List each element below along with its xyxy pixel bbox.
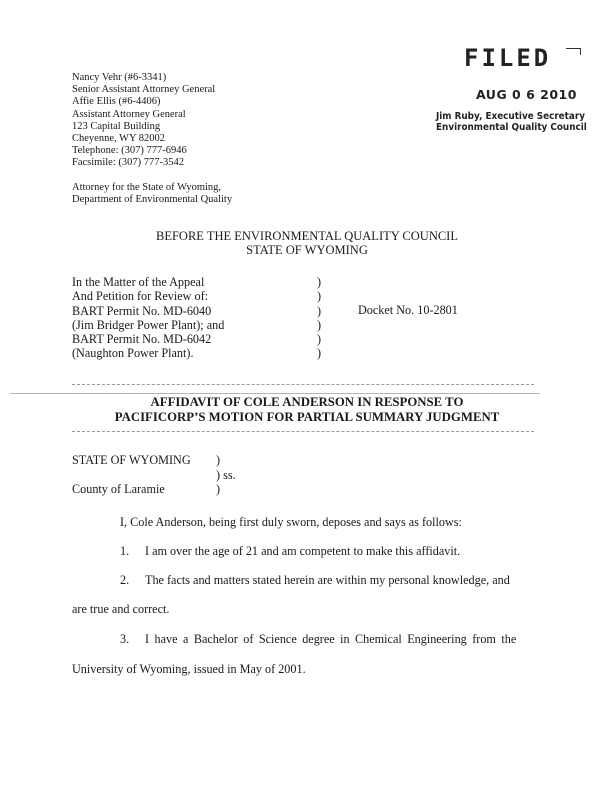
caption-parens — [317, 275, 321, 361]
paragraph-1: I am over the age of 21 and am competent to make this affidavit. — [145, 544, 461, 558]
caption-line: (Naughton Power Plant). — [72, 346, 194, 361]
caption-paren: ) — [317, 332, 322, 347]
venue-state: STATE OF WYOMING — [72, 453, 191, 467]
attorney-line: Affie Ellis (#6-4406) — [72, 96, 161, 108]
attorney-line: Senior Assistant Attorney General — [72, 84, 216, 96]
venue-county: County of Laramie — [72, 482, 165, 496]
caption-paren: ) — [317, 303, 322, 318]
divider-bottom — [72, 431, 534, 432]
paragraph-number: 3. — [120, 632, 130, 646]
paragraph-2-continued: are true and correct. — [72, 602, 170, 616]
paragraph-number: 1. — [120, 544, 130, 558]
caption-paren: ) — [317, 346, 322, 361]
stamp-corner-mark — [566, 48, 581, 55]
caption-line: BART Permit No. MD-6040 — [72, 303, 212, 318]
attorney-block — [72, 72, 232, 206]
affidavit-title-line2: PACIFICORP’S MOTION FOR PARTIAL SUMMARY JUDGMENT — [114, 410, 500, 424]
paragraph-3: I have a Bachelor of Science degree in Chemical Engineering from the — [145, 632, 517, 646]
attorney-line: Cheyenne, WY 82002 — [72, 133, 166, 145]
attorney-for-line: Attorney for the State of Wyoming, — [72, 181, 222, 193]
affidavit-intro: I, Cole Anderson, being first duly sworn, deposes and says as follows: — [120, 515, 462, 529]
filed-council: Environmental Quality Council — [436, 122, 587, 133]
filed-word: FILED — [464, 44, 552, 72]
docket-number: Docket No. 10-2801 — [358, 303, 458, 317]
paragraph-2: The facts and matters stated herein are within my personal knowledge, and — [145, 573, 510, 587]
attorney-for-line: Department of Environmental Quality — [72, 193, 233, 205]
venue-paren: ) — [216, 453, 221, 467]
attorney-line: 123 Capital Building — [72, 120, 161, 132]
caption-line: In the Matter of the Appeal — [72, 275, 205, 289]
attorney-line: Facsimile: (307) 777-3542 — [72, 157, 184, 169]
paragraph-number: 2. — [120, 573, 130, 587]
filed-date: AUG 0 6 2010 — [476, 87, 577, 102]
attorney-line: Telephone: (307) 777-6946 — [72, 145, 187, 157]
venue-block — [72, 453, 236, 497]
paragraph-3-continued: University of Wyoming, issued in May of 2001. — [72, 662, 306, 676]
divider-top-secondary — [10, 393, 540, 394]
divider-top — [72, 384, 534, 385]
caption-paren: ) — [317, 289, 322, 304]
attorney-line: Assistant Attorney General — [72, 108, 186, 120]
court-heading: BEFORE THE ENVIRONMENTAL QUALITY COUNCIL — [156, 229, 458, 243]
case-caption — [72, 275, 224, 361]
court-state: STATE OF WYOMING — [246, 243, 368, 257]
caption-line: BART Permit No. MD-6042 — [72, 332, 212, 347]
caption-line: And Petition for Review of: — [72, 289, 209, 304]
venue-ss: ) ss. — [216, 467, 236, 482]
attorney-line: Nancy Vehr (#6-3341) — [72, 72, 167, 83]
caption-line: (Jim Bridger Power Plant); and — [72, 317, 225, 332]
affidavit-title-line1: AFFIDAVIT OF COLE ANDERSON IN RESPONSE TO — [150, 395, 464, 409]
caption-paren: ) — [317, 317, 322, 332]
venue-paren: ) — [216, 482, 221, 496]
caption-paren: ) — [317, 275, 322, 289]
filed-secretary: Jim Ruby, Executive Secretary — [436, 111, 585, 122]
